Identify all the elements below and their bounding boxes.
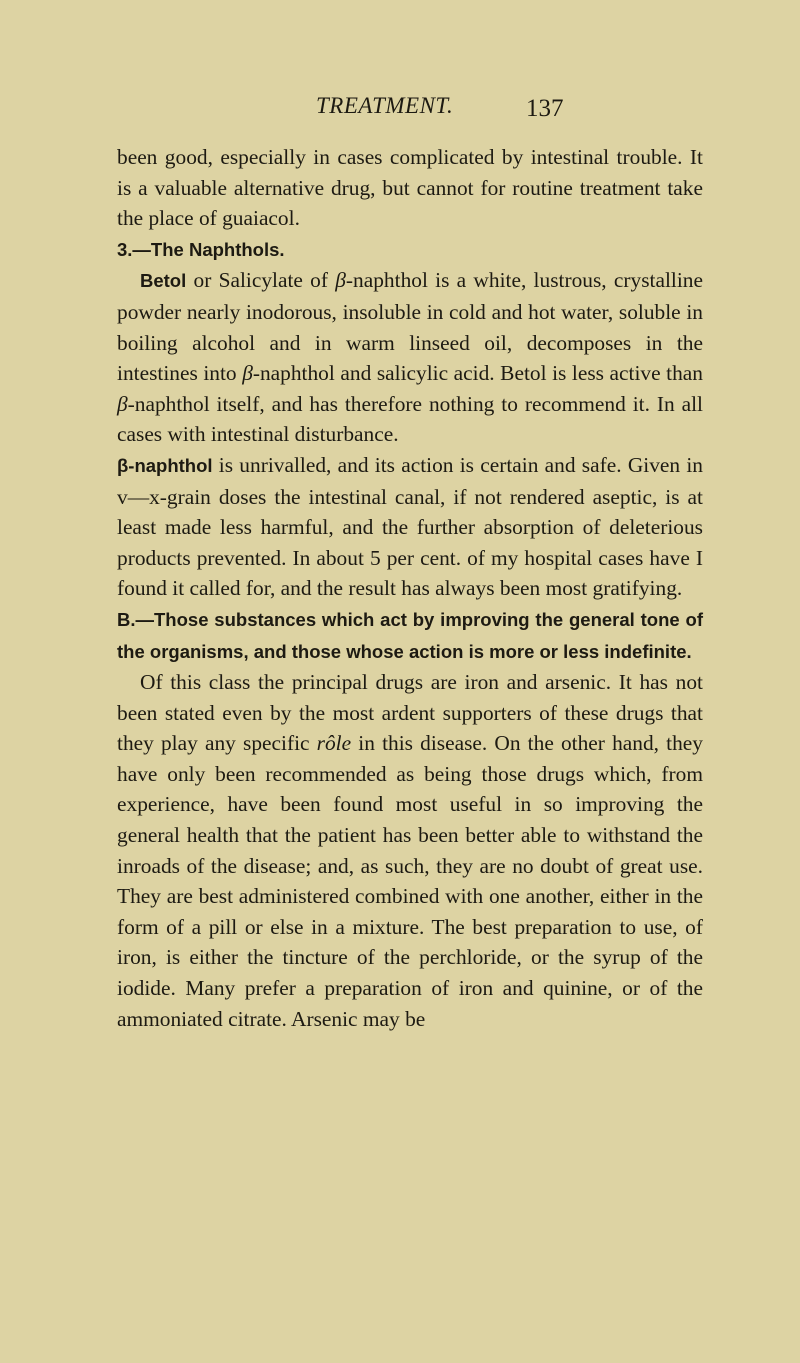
running-head [0,93,800,133]
heading-b-text: B.—Those substances which act by improving the general tone of the organisms, and those whose action is more or less indefinite. [117,608,703,662]
section-heading-b [117,604,703,667]
betol-term: Betol [140,270,187,292]
paragraph-betol: Betol or Salicylate of β-naphthol is a white, lustrous, crystalline powder nearly inodorous, insoluble in cold and hot water, soluble in boiling alcohol and in warm linseed oil, decomposes in the intestines into β-naphthol and salicylic acid. Betol is less active than β-naphthol itself, and has therefore nothing to recommend it. In all cases with intestinal disturbance. [117,268,703,447]
paragraph-iron-arsenic: Of this class the principal drugs are iron and arsenic. It has not been stated even by the most ardent supporters of these drugs that they play any specific rôle in this disease. On the other hand, they have only been recommended as being those drugs which, from experience, have been found most useful in so improving the general health that the patient has been better able to withstand the inroads of the disease; and, as such, they are no doubt of great use. They are best administered combined with one another, either in the form of a pill or else in a mixture. The best preparation to use, of iron, is either the tincture of the perchloride, or the syrup of the iodide. Many prefer a preparation of iron and quinine, or of the ammoniated citrate. Arsenic may be [117,670,703,1031]
paragraph-beta-naphthol: β-naphthol is unrivalled, and its action is certain and safe. Given in v—x-grain doses the intestinal canal, if not rendered aseptic, is at least made less harmful, and the further absorption of deleterious products prevented. In about 5 per cent. of my hospital cases have I found it called for, and the result has always been most gratifying. [117,452,703,601]
page-number: 137 [526,95,564,122]
body-text [117,142,703,1034]
section-heading-naphthols [117,234,703,266]
heading-naphthols-text: 3.—The Naphthols. [117,238,285,260]
running-title: TREATMENT. [316,93,454,118]
paragraph-guaiacol: been good, especially in cases complicated by intestinal trouble. It is a valuable alternative drug, but cannot for routine treatment take the place of guaiacol. [117,145,703,231]
beta-naphthol-term: β-naphthol [117,454,213,476]
role-italic: rôle [316,731,352,756]
